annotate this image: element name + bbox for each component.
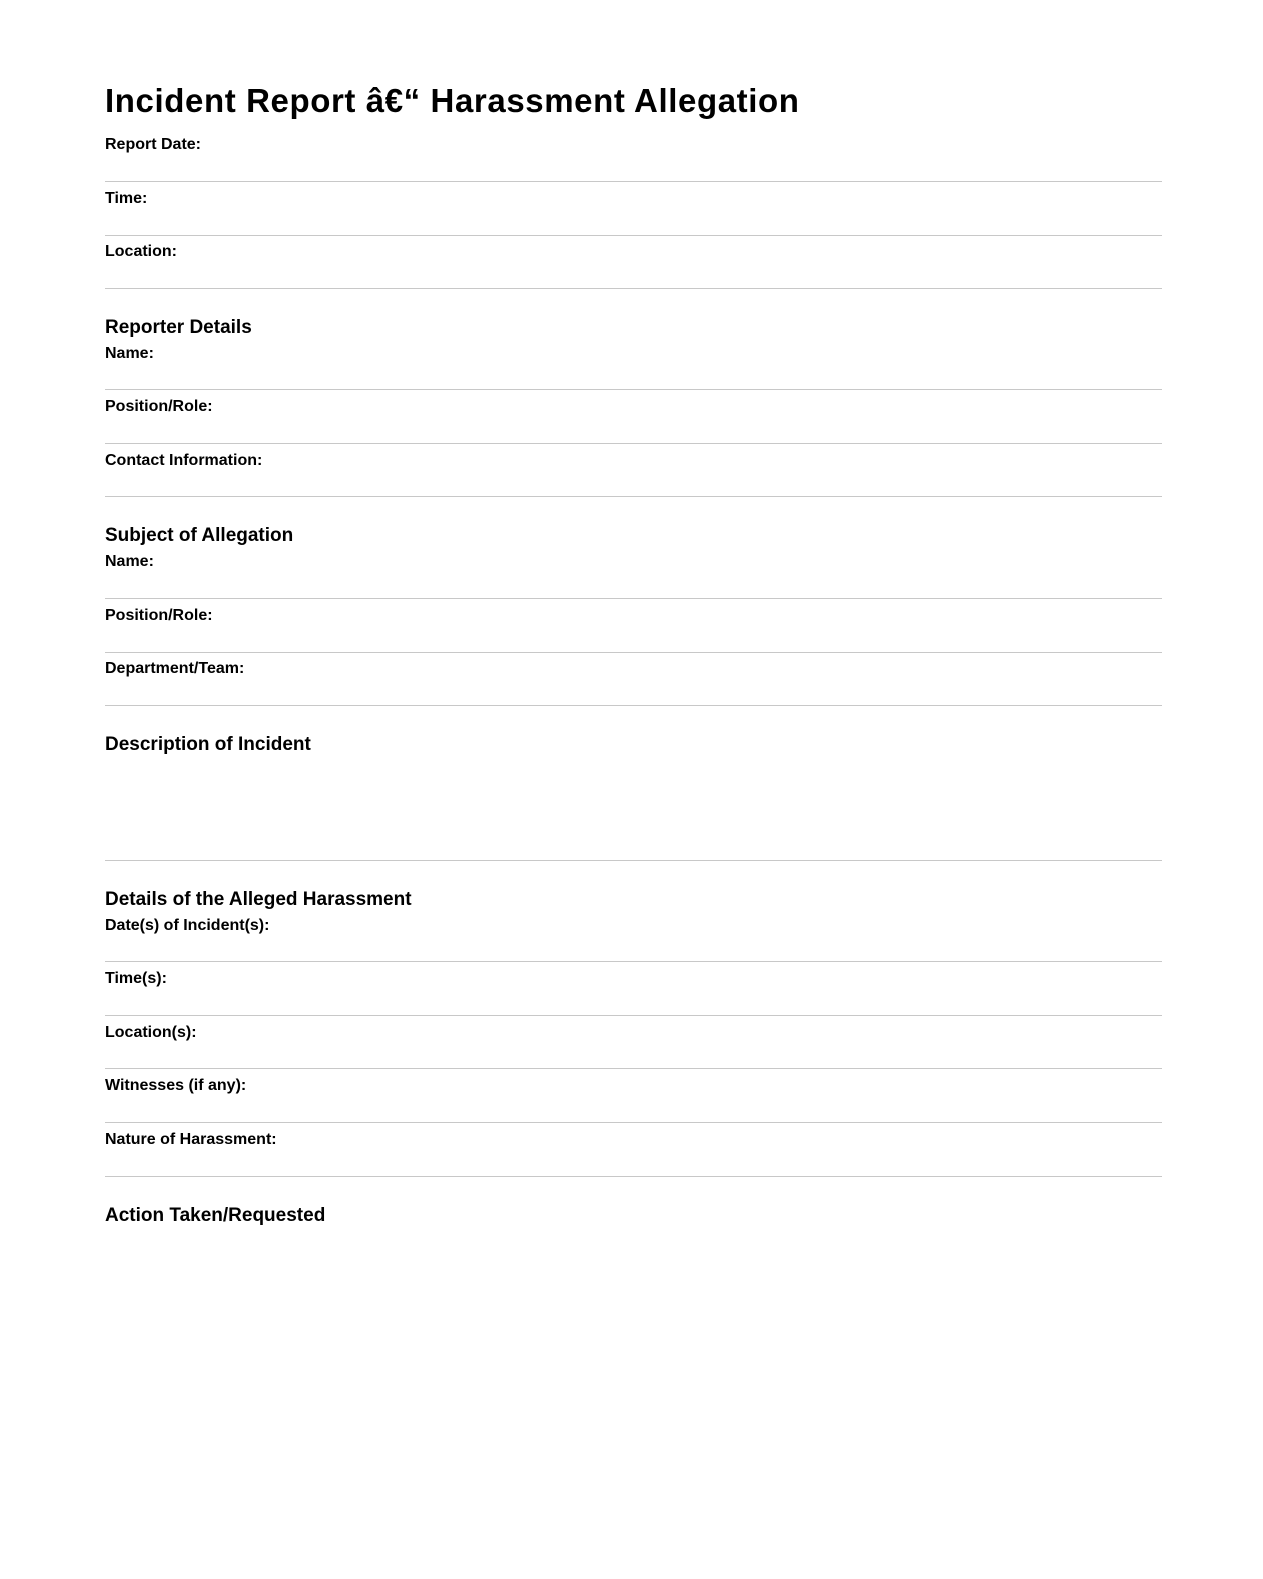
subject-position-line (105, 652, 1162, 653)
reporter-name-label: Name: (105, 345, 154, 362)
subject-position-label: Position/Role: (105, 607, 213, 624)
time-line (105, 235, 1162, 236)
report-date-line (105, 181, 1162, 182)
harassment-nature-line (105, 1176, 1162, 1177)
incident-dates-line (105, 961, 1162, 962)
description-heading: Description of Incident (105, 734, 311, 755)
location-line (105, 288, 1162, 289)
incident-times-label: Time(s): (105, 970, 167, 987)
harassment-details-heading: Details of the Alleged Harassment (105, 889, 412, 910)
witnesses-label: Witnesses (if any): (105, 1077, 247, 1094)
subject-department-line (105, 705, 1162, 706)
reporter-contact-line (105, 496, 1162, 497)
incident-dates-label: Date(s) of Incident(s): (105, 917, 270, 934)
description-line (105, 860, 1162, 861)
page-title: Incident Report â€“ Harassment Allegation (105, 82, 800, 119)
subject-name-line (105, 598, 1162, 599)
subject-heading: Subject of Allegation (105, 525, 294, 546)
reporter-position-line (105, 443, 1162, 444)
incident-times-line (105, 1015, 1162, 1016)
witnesses-line (105, 1122, 1162, 1123)
time-label: Time: (105, 190, 148, 207)
incident-locations-label: Location(s): (105, 1024, 197, 1041)
subject-name-label: Name: (105, 553, 154, 570)
reporter-position-label: Position/Role: (105, 398, 213, 415)
location-label: Location: (105, 243, 177, 260)
reporter-details-heading: Reporter Details (105, 317, 252, 338)
action-heading: Action Taken/Requested (105, 1205, 326, 1226)
subject-department-label: Department/Team: (105, 660, 245, 677)
reporter-name-line (105, 389, 1162, 390)
reporter-contact-label: Contact Information: (105, 452, 263, 469)
report-date-label: Report Date: (105, 136, 202, 153)
incident-locations-line (105, 1068, 1162, 1069)
harassment-nature-label: Nature of Harassment: (105, 1131, 277, 1148)
